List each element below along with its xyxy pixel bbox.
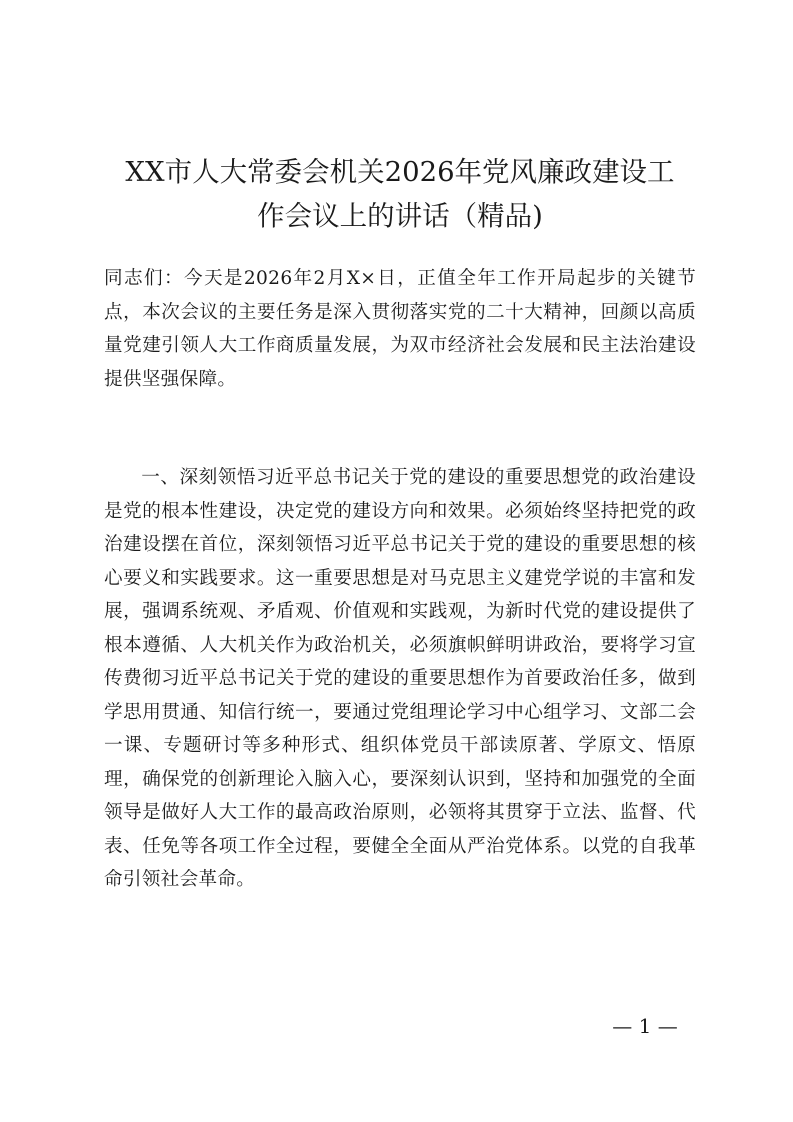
document-title xyxy=(100,150,700,238)
intro-paragraph: 同志们：今天是2026年2月X×日，正值全年工作开局起步的关键节点，本次会议的主要任务是深入贯彻落实党的二十大精神，回颜以高质量党建引领人大工作商质量发展，为双市经济社会发展和民主法治建设提供坚强保障。 xyxy=(104,268,696,390)
page-number: — 1 — xyxy=(612,1014,678,1038)
title-line-2: 作会议上的讲话（精品) xyxy=(257,200,543,232)
section-one-paragraph: 一、深刻领悟习近平总书记关于党的建设的重要思想党的政治建设是党的根本性建设，决定党的建设方向和效果。必须始终坚持把党的政治建设摆在首位，深刻领悟习近平总书记关于党的建设的重要思想的核心要义和实践要求。这一重要思想是对马克思主义建党学说的丰富和发展，强调系统观、矛盾观、价值观和实践观，为新时代党的建设提供了根本遵循、人大机关作为政治机关，必须旗帜鲜明讲政治，要将学习宣传费彻习近平总书记关于党的建设的重要思想作为首要政治任多，做到学思用贯通、知信行统一，要通过党组理论学习中心组学习、文部二会一课、专题研讨等多种形式、组织体党员干部读原著、学原文、悟原理，确保党的创新理论入脑入心，要深刻认识到，坚持和加强党的全面领导是做好人大工作的最高政治原则，必领将其贯穿于立法、监督、代表、任免等各项工作全过程，要健全全面从严治党体系。以党的自我革命引领社会革命。 xyxy=(104,467,696,890)
title-line-1: XX市人大常委会机关2026年党风廉政建设工 xyxy=(125,156,675,188)
